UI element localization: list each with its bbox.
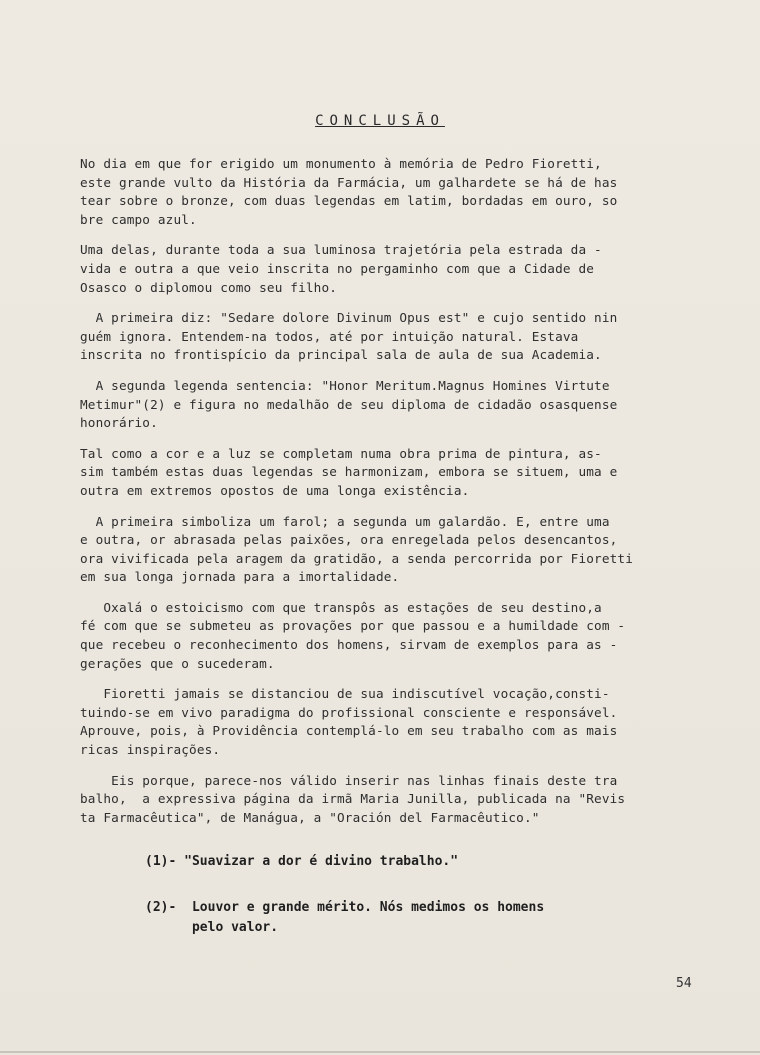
text-line: Oxalá o estoicismo com que transpôs as estações de seu destino,a xyxy=(80,599,602,615)
text-line: Tal como a cor e a luz se completam numa obra prima de pintura, as- xyxy=(80,445,602,461)
text-line: No dia em que for erigido um monumento à memória de Pedro Fioretti, xyxy=(80,156,602,171)
footnotes xyxy=(145,852,665,938)
paragraph xyxy=(80,241,720,297)
text-line: A primeira diz: "Sedare dolore Divinum Opus est" e cujo sentido nin xyxy=(80,310,618,326)
paragraph xyxy=(80,309,720,365)
page-number: 54 xyxy=(676,976,692,991)
text-line: A segunda legenda sentencia: "Honor Meritum.Magnus Homines Virtute xyxy=(80,377,610,393)
paragraph xyxy=(80,513,720,587)
text-line: tuindo-se em vivo paradigma do profissional consciente e responsável. xyxy=(80,704,618,720)
paragraph xyxy=(80,377,720,433)
footnote-line: pelo valor. xyxy=(145,920,279,935)
paragraph xyxy=(80,772,720,828)
text-line: bre campo azul. xyxy=(80,211,197,227)
text-line: Eis porque, parece-nos válido inserir nas linhas finais deste tra xyxy=(80,772,618,788)
paragraph xyxy=(80,445,720,501)
text-line: Metimur"(2) e figura no medalhão de seu diploma de cidadão osasquense xyxy=(80,396,618,412)
text-line: gerações que o sucederam. xyxy=(80,655,275,671)
text-line: ta Farmacêutica", de Manágua, a "Oración del Farmacêutico." xyxy=(80,809,540,825)
text-line: em sua longa jornada para a imortalidade. xyxy=(80,569,400,585)
text-line: vida e outra a que veio inscrita no pergaminho com que a Cidade de xyxy=(80,260,595,276)
text-line: honorário. xyxy=(80,415,158,431)
text-line: balho, a expressiva página da irmã Maria Junilla, publicada na "Revis xyxy=(80,791,626,807)
paragraph xyxy=(80,155,720,229)
text-line: Fioretti jamais se distanciou de sua indiscutível vocação,consti- xyxy=(80,686,610,702)
body-text xyxy=(80,155,720,839)
page-edge-divider xyxy=(0,1051,760,1053)
text-line: ora vivificada pela aragem da gratidão, a senda percorrida por Fioretti xyxy=(80,550,633,566)
paragraph xyxy=(80,599,720,673)
text-line: e outra, or abrasada pelas paixões, ora enregelada pelos desencantos, xyxy=(80,532,618,548)
text-line: Aprouve, pois, à Providência contemplá-lo em seu trabalho com as mais xyxy=(80,723,618,739)
page-title: CONCLUSÃO xyxy=(315,113,445,129)
text-line: outra em extremos opostos de uma longa existência. xyxy=(80,482,470,498)
footnote-2 xyxy=(145,898,665,938)
footnote-1 xyxy=(145,852,665,872)
paragraph xyxy=(80,685,720,759)
text-line: Osasco o diplomou como seu filho. xyxy=(80,279,338,295)
text-line: inscrita no frontispício da principal sala de aula de sua Academia. xyxy=(80,347,602,363)
text-line: este grande vulto da História da Farmácia, um galhardete se há de has xyxy=(80,174,618,190)
footnote-line: (1)- "Suavizar a dor é divino trabalho." xyxy=(145,854,459,869)
text-line: ricas inspirações. xyxy=(80,742,221,758)
text-line: tear sobre o bronze, com duas legendas em latim, bordadas em ouro, so xyxy=(80,193,618,209)
text-line: Uma delas, durante toda a sua luminosa trajetória pela estrada da - xyxy=(80,242,602,258)
text-line: que recebeu o reconhecimento dos homens, sirvam de exemplos para as - xyxy=(80,637,618,653)
text-line: guém ignora. Entendem-na todos, até por intuição natural. Estava xyxy=(80,328,579,344)
text-line: fé com que se submeteu as provações por que passou e a humildade com - xyxy=(80,618,626,634)
footnote-spacer xyxy=(145,872,665,898)
text-line: A primeira simboliza um farol; a segunda um galardão. E, entre uma xyxy=(80,513,610,529)
footnote-line: (2)- Louvor e grande mérito. Nós medimos os homens xyxy=(145,900,545,915)
text-line: sim também estas duas legendas se harmonizam, embora se situem, uma e xyxy=(80,464,618,480)
